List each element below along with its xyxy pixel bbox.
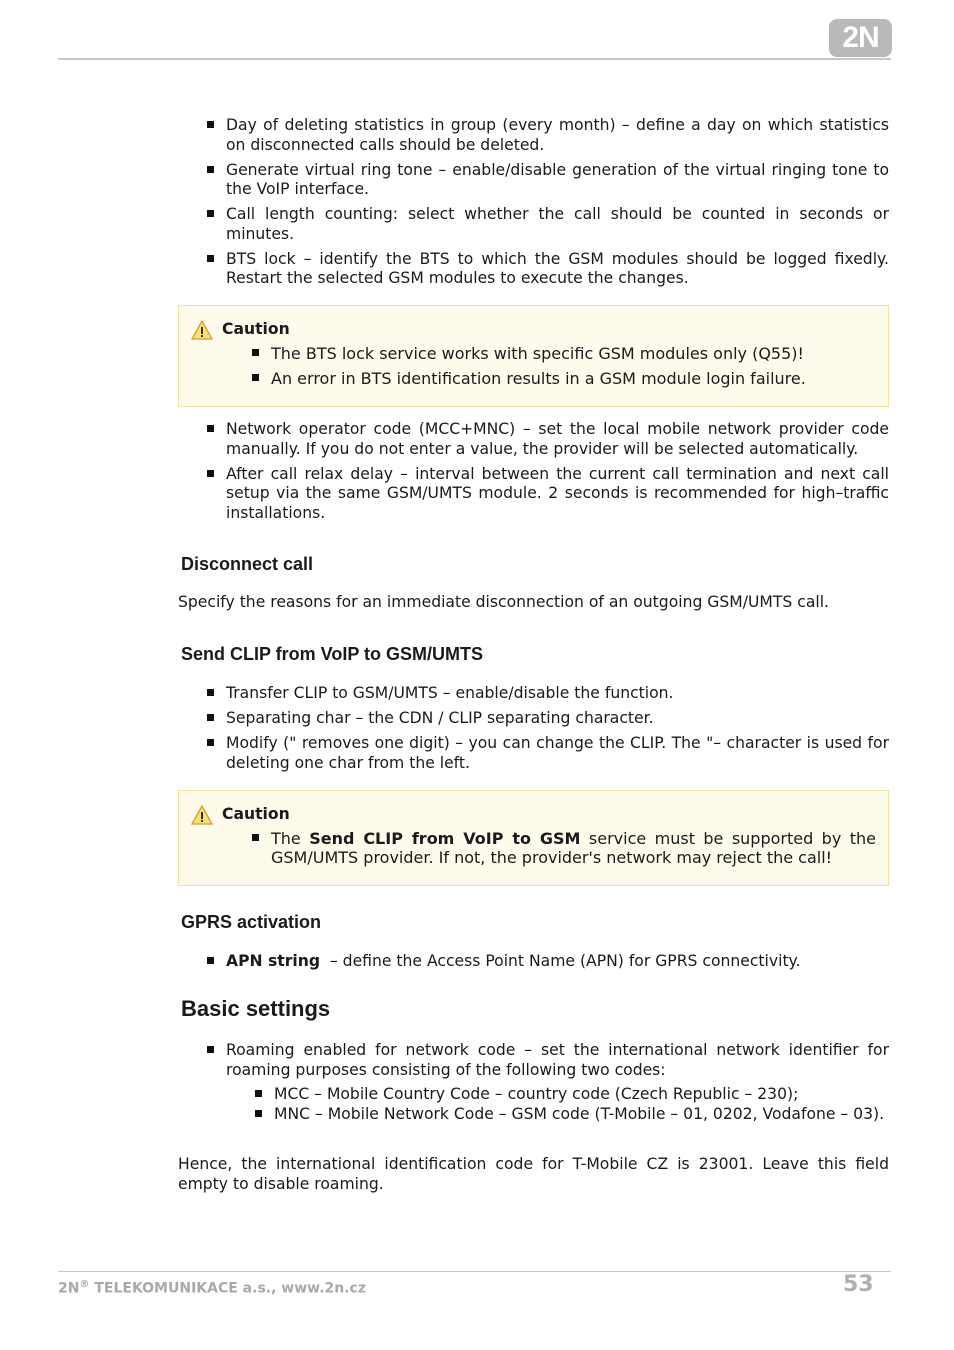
caution-item [223,829,876,867]
registered-mark: ® [79,1279,90,1290]
caution-title: Caution [222,320,290,338]
heading-basic-settings: Basic settings [181,996,331,1021]
list-item: Call length counting: select whether the call should be counted in seconds or minutes. [178,205,889,244]
roaming-description: Hence, the international identification code for T-Mobile CZ is 23001. Leave this field empty to disable roaming. [178,1155,889,1193]
list-item: Modify (" removes one digit) – you can change the CLIP. The "– character is used for deleting one char from the left. [178,734,889,773]
basic-list [178,1041,889,1080]
page-number: 53 [843,1272,874,1297]
list-item: Generate virtual ring tone – enable/disable generation of the virtual ringing tone to the VoIP interface. [178,161,889,200]
caution-text-bold: Send CLIP from VoIP to GSM [309,829,581,848]
gprs-list [178,952,889,972]
settings-list-1 [178,116,889,289]
footer-rule [58,1271,891,1272]
settings-list-2 [178,420,889,523]
list-item: BTS lock – identify the BTS to which the GSM modules should be logged fixedly. Restart the selected GSM modules to execute the changes. [178,250,889,289]
caution-text-pre: The [271,829,310,848]
list-item: After call relax delay – interval between the current call termination and next call setup via the same GSM/UMTS module. 2 seconds is recommended for high–traffic installations. [178,465,889,524]
caution-box-clip [178,790,889,886]
sublist-item: MNC – Mobile Network Code – GSM code (T-Mobile – 01, 0202, Vodafone – 03). [226,1105,889,1125]
company-logo: 2N [829,19,892,57]
footer-company [58,1279,366,1297]
caution-box-bts [178,305,889,407]
list-item: Network operator code (MCC+MNC) – set the local mobile network provider code manually. If you do not enter a value, the provider will be selected automatically. [178,420,889,459]
footer-text: TELEKOMUNIKACE a.s., www.2n.cz [89,1280,366,1297]
caution-title: Caution [222,805,290,823]
apn-string-desc: – define the Access Point Name (APN) for GPRS connectivity. [320,952,801,970]
sublist-item: MCC – Mobile Country Code – country code (Czech Republic – 230); [226,1085,889,1105]
caution-item: The BTS lock service works with specific GSM modules only (Q55)! [223,344,876,363]
list-item: Roaming enabled for network code – set the international network identifier for roaming purposes consisting of the following two codes: [178,1041,889,1080]
apn-string-term: APN string [226,952,321,970]
list-item: Transfer CLIP to GSM/UMTS – enable/disable the function. [178,684,889,704]
list-item: Separating char – the CDN / CLIP separating character. [178,709,889,729]
disconnect-description: Specify the reasons for an immediate disconnection of an outgoing GSM/UMTS call. [178,593,829,611]
heading-gprs-activation: GPRS activation [181,912,322,932]
code-sublist [226,1085,889,1124]
clip-list [178,684,889,773]
footer-brand: 2N [58,1280,80,1297]
heading-send-clip: Send CLIP from VoIP to GSM/UMTS [181,644,484,664]
warning-icon [191,805,213,829]
list-item: Day of deleting statistics in group (every month) – define a day on which statistics on disconnected calls should be deleted. [178,116,889,155]
list-item [178,952,889,972]
caution-item: An error in BTS identification results in a GSM module login failure. [223,369,876,388]
header-rule [58,58,891,60]
heading-disconnect-call: Disconnect call [181,554,314,574]
warning-icon [191,320,213,344]
caution-text-post: service must be supported by the GSM/UMTS provider. If not, the provider's network may reject the call! [271,829,876,867]
